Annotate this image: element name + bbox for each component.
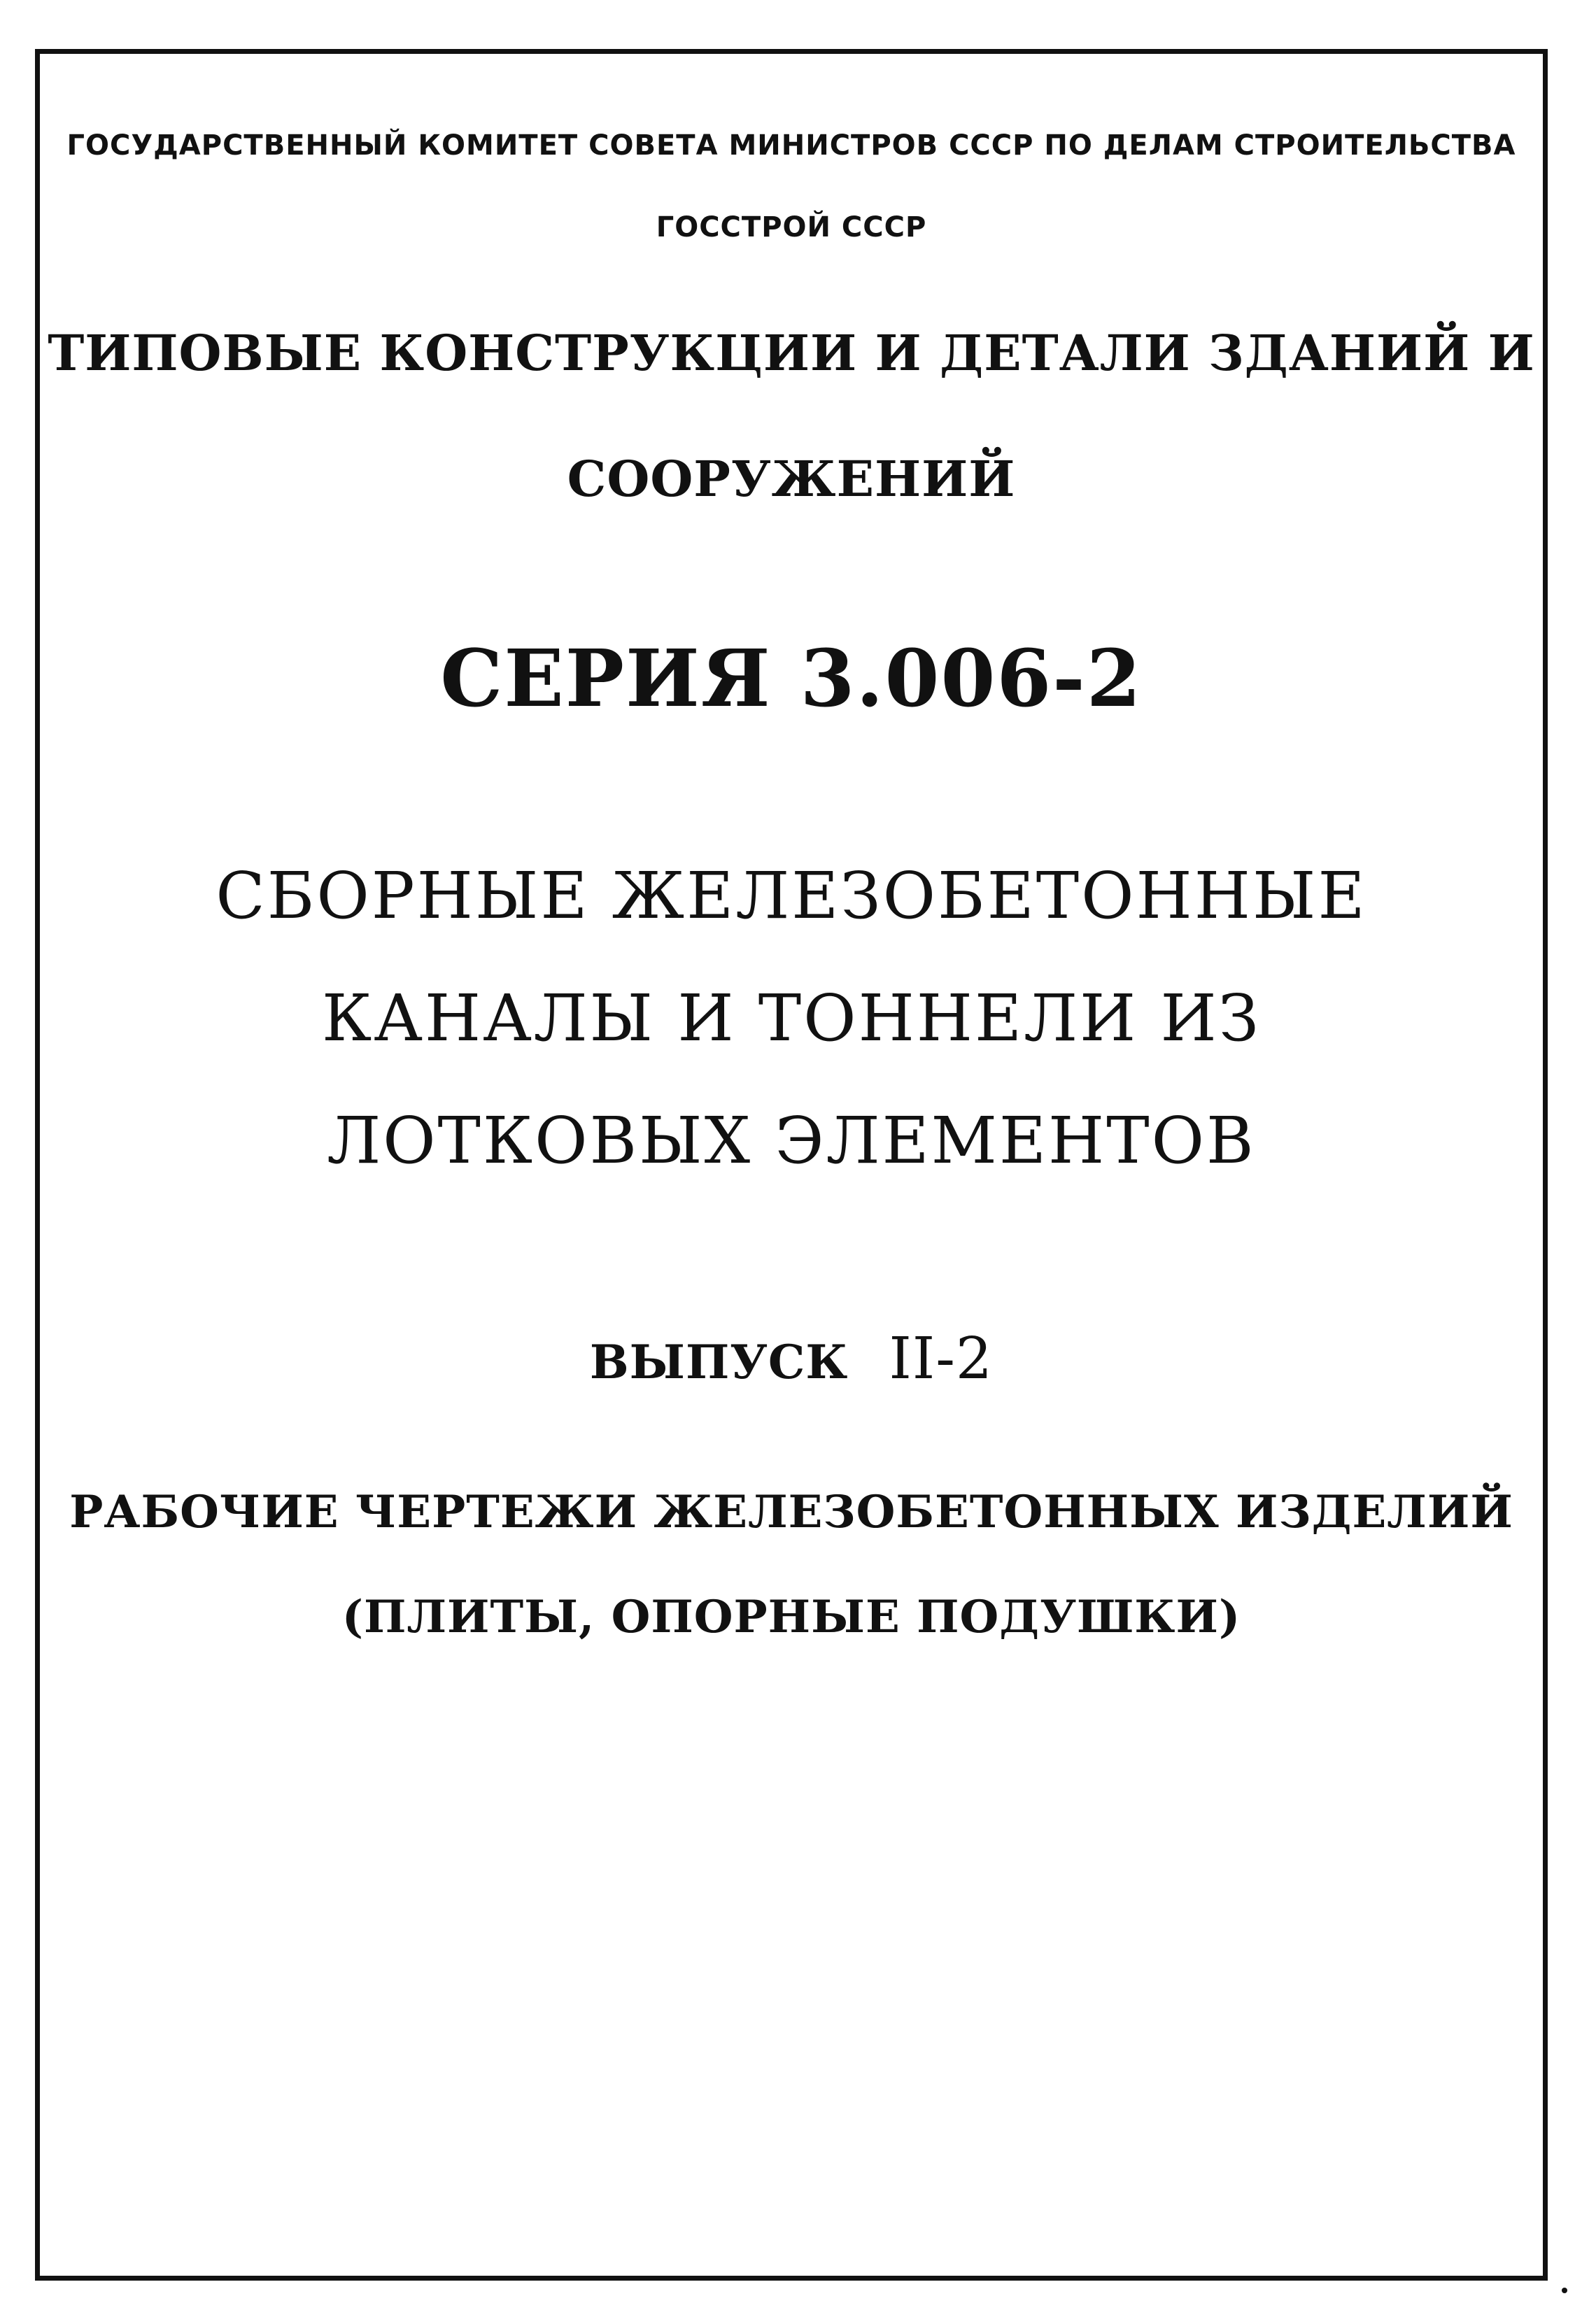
agency-name: ГОСУДАРСТВЕННЫЙ КОМИТЕТ СОВЕТА МИНИСТРОВ СССР ПО ДЕЛАМ СТРОИТЕЛЬСТВА <box>66 129 1516 162</box>
content-line-2: (ПЛИТЫ, ОПОРНЫЕ ПОДУШКИ) <box>341 1591 1241 1643</box>
content-line-1: РАБОЧИЕ ЧЕРТЕЖИ ЖЕЛЕЗОБЕТОННЫХ ИЗДЕЛИЙ <box>69 1486 1513 1538</box>
issue-label: ВЫПУСК <box>589 1335 849 1389</box>
agency-short-name: ГОССТРОЙ СССР <box>656 211 927 243</box>
issue-number: II-2 <box>889 1326 994 1392</box>
series-code: СЕРИЯ 3.006-2 <box>440 633 1143 725</box>
print-speck <box>1562 2288 1567 2293</box>
series-title-line-2: СООРУЖЕНИЙ <box>567 450 1016 508</box>
series-title-line-1: ТИПОВЫЕ КОНСТРУКЦИИ И ДЕТАЛИ ЗДАНИЙ И <box>48 324 1535 382</box>
subject-line-3: ЛОТКОВЫХ ЭЛЕМЕНТОВ <box>327 1103 1256 1178</box>
subject-line-2: КАНАЛЫ И ТОННЕЛИ ИЗ <box>322 981 1261 1056</box>
issue-line <box>35 1326 1548 1392</box>
subject-line-1: СБОРНЫЕ ЖЕЛЕЗОБЕТОННЫЕ <box>216 858 1367 933</box>
